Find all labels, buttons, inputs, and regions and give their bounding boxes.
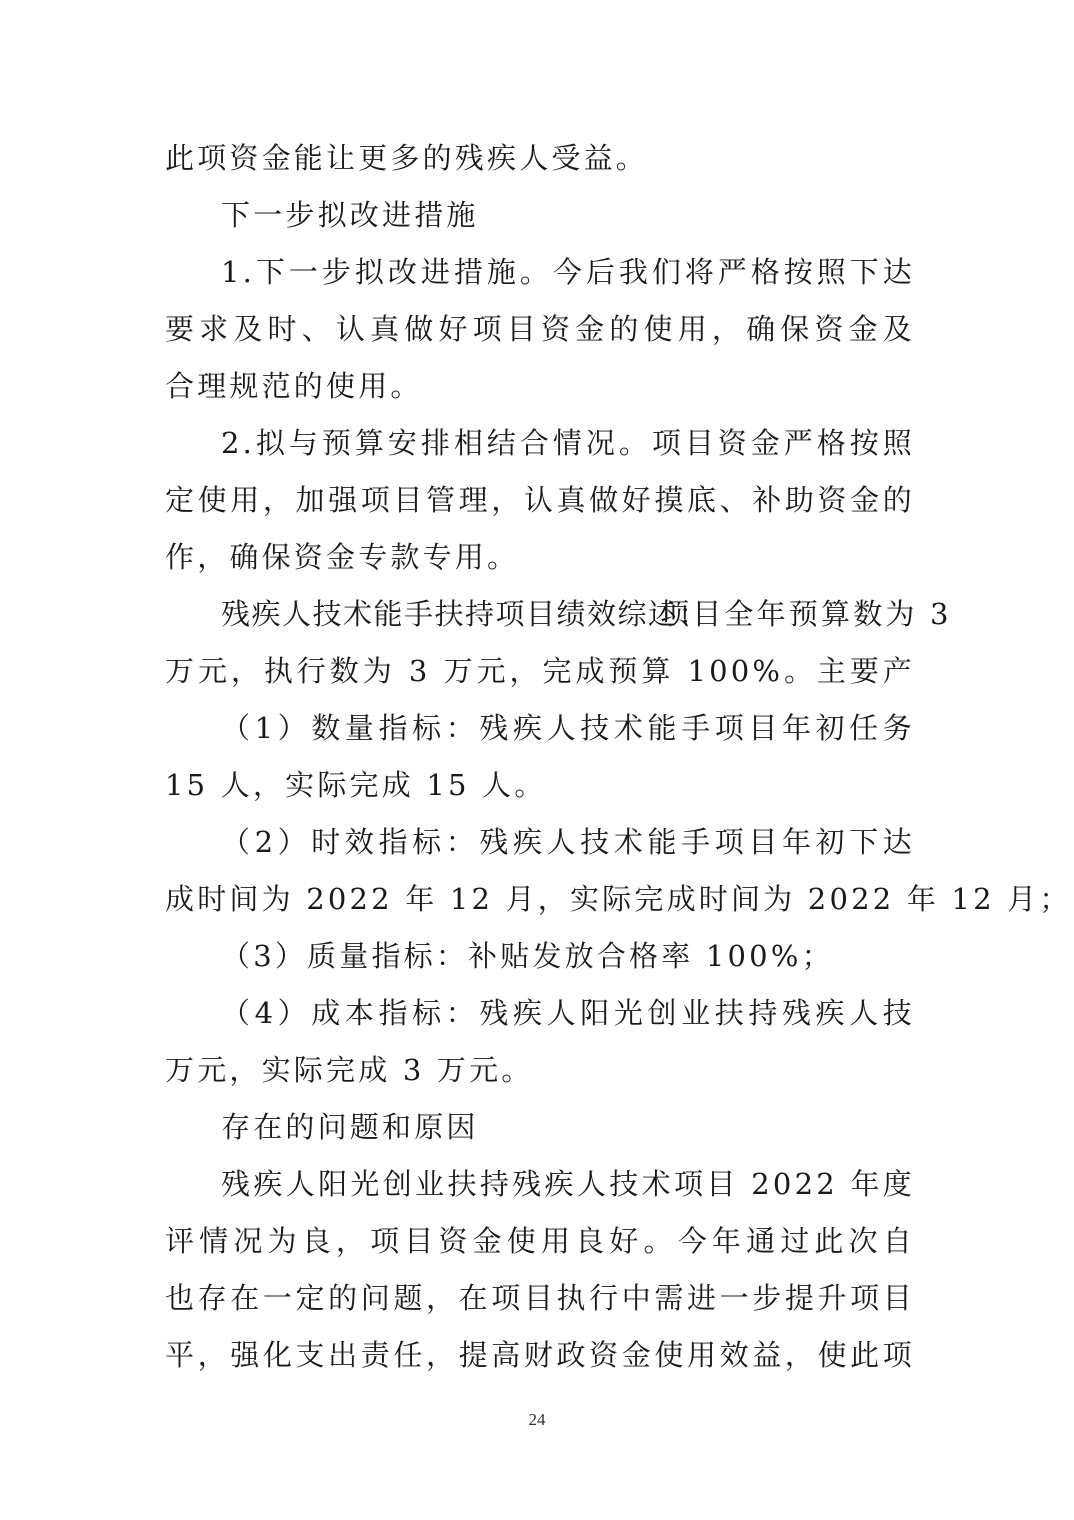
text-line: （4）成本指标：残疾人阳光创业扶持残疾人技 <box>221 996 915 1030</box>
text-line: （1）数量指标：残疾人技术能手项目年初任务 <box>221 711 915 745</box>
text-line: 此项资金能让更多的残疾人受益。 <box>165 141 649 175</box>
text-line: 万元，实际完成 3 万元。 <box>165 1053 534 1087</box>
page-number: 24 <box>528 1410 546 1429</box>
text-line: 万元，执行数为 3 万元，完成预算 100%。主要产 <box>165 654 915 688</box>
text-line: 项目全年预算数为 3 <box>660 597 952 631</box>
text-line: 评情况为良，项目资金使用良好。今年通过此次自 <box>165 1224 915 1258</box>
text-line: 1.下一步拟改进措施。今后我们将严格按照下达 <box>221 255 915 289</box>
text-line: （2）时效指标：残疾人技术能手项目年初下达 <box>221 825 915 859</box>
text-line: 成时间为 2022 年 12 月，实际完成时间为 2022 年 12 月； <box>165 882 1072 916</box>
text-line: 残疾人阳光创业扶持残疾人技术项目 2022 年度 <box>221 1167 915 1201</box>
text-line: 要求及时、认真做好项目资金的使用，确保资金及 <box>165 312 915 346</box>
text-line: （3）质量指标：补贴发放合格率 100%； <box>221 939 834 973</box>
text-line: 作，确保资金专款专用。 <box>165 540 520 574</box>
text-line: 合理规范的使用。 <box>165 369 423 403</box>
text-line: 定使用，加强项目管理，认真做好摸底、补助资金的 <box>165 483 915 517</box>
text-line: 2.拟与预算安排相结合情况。项目资金严格按照 <box>221 426 915 460</box>
section-heading: 存在的问题和原因 <box>221 1110 479 1144</box>
text-line: 平，强化支出责任，提高财政资金使用效益，使此项 <box>165 1338 915 1372</box>
text-line: 15 人，实际完成 15 人。 <box>165 768 547 802</box>
section-heading: 下一步拟改进措施 <box>221 198 479 232</box>
text-line: 也存在一定的问题，在项目执行中需进一步提升项目 <box>165 1281 915 1315</box>
bold-heading: 残疾人技术能手扶持项目绩效综述： <box>221 597 710 631</box>
